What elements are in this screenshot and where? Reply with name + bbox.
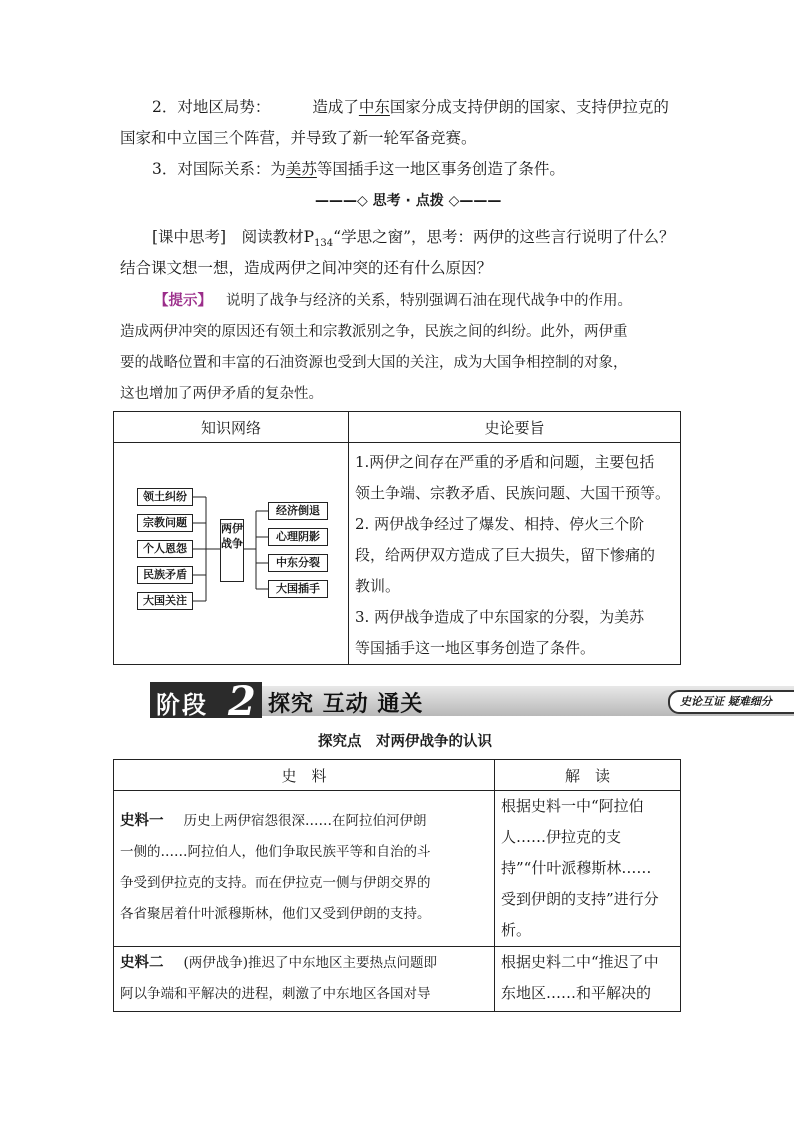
source-table [113,759,681,1012]
source-1-cell: 史料一 历史上两伊宿怨很深……在阿拉伯河伊朗 一侧的……阿拉伯人，他们争取民族平等和自治的斗 争受到伊拉克的支持。而在伊拉克一侧与伊朗交界的 各省聚居着什叶派穆斯林，他们又受到伊朗的支持。 [114,791,495,947]
stage-pill: 史论互证 疑难细分 [668,690,794,714]
cause-box: 个人恩怨 [137,540,193,558]
header-knowledge-network: 知识网络 [114,412,349,443]
effect-box: 中东分裂 [268,554,328,572]
stage-number: 2 [228,678,256,725]
stage-title: 探究 互动 通关 [268,692,424,717]
stage-banner [150,678,794,725]
underline-mideast: 中东 [358,98,390,116]
hint-label: 【提示】 [154,292,212,309]
effect-box: 经济倒退 [268,502,328,520]
source-1-label: 史料一 [120,812,164,829]
cause-box: 领土纠纷 [137,488,193,506]
header-source: 史 料 [114,760,495,791]
item-3-label: 3．对国际关系： [152,160,271,178]
source-2-cell: 史料二 (两伊战争)推迟了中东地区主要热点问题即 阿以争端和平解决的进程，刺激了中东地区各国对导 [114,947,495,1012]
thesis-cell: 1.两伊之间存在严重的矛盾和问题，主要包括 领土争端、宗教矛盾、民族问题、大国干预等。 2. 两伊战争经过了爆发、相持、停火三个阶 段，给两伊双方造成了巨大损失，留下惨痛的 教训。 3. 两伊战争造成了中东国家的分裂，为美苏 等国插手这一地区事务创造了条件。 [349,443,681,665]
hint-block: 【提示】 说明了战争与经济的关系，特别强调石油在现代战争中的作用。 造成两伊冲突的原因还有领土和宗教派别之争，民族之间的纠纷。此外，两伊重 要的战略位置和丰富的石油资源也受到大国的关注，成为大国争相控制的对象， 这也增加了两伊矛盾的复杂性。 [120,292,632,402]
item-2-line-1: 2．对地区局势： 造成了中东国家分成支持伊朗的国家、支持伊拉克的 [152,98,669,116]
effect-box: 大国插手 [268,580,328,598]
mind-map-cell [114,443,349,665]
think-header: ———◇ 思考 · 点拨 ◇——— [315,193,502,209]
source-2-label: 史料二 [120,954,164,971]
question-line-2: 结合课文想一想，造成两伊之间冲突的还有什么原因？ [120,259,493,277]
cause-box: 民族矛盾 [137,566,193,584]
interp-2-cell: 根据史料二中“推迟了中 东地区……和平解决的 [495,947,681,1012]
item-2-label: 2．对地区局势： [152,98,271,116]
header-interpretation: 解 读 [495,760,681,791]
stage-word: 阶段 [156,691,208,719]
effect-box: 心理阴影 [268,528,328,546]
item-2-line-2: 国家和中立国三个阵营，并导致了新一轮军备竞赛。 [120,129,477,147]
question-line-1: [课中思考] 阅读教材$P_{134}“$学思之窗”，思考：两伊的这些言行说明了什么？ [152,228,675,250]
knowledge-table [113,411,681,665]
center-box-iran-iraq-war: 两伊战争 [220,519,244,582]
explore-title: 探究点 对两伊战争的认识 [318,733,492,750]
cause-box: 大国关注 [137,592,193,610]
underline-us-ussr: 美苏 [285,160,317,178]
item-3: 3．对国际关系：为美苏等国插手这一地区事务创造了条件。 [152,160,565,178]
header-thesis: 史论要旨 [349,412,681,443]
interp-1-cell: 根据史料一中“阿拉伯 人……伊拉克的支 持”“什叶派穆斯林…… 受到伊朗的支持”进行分 析。 [495,791,681,947]
question-tag: [课中思考] [152,228,227,246]
cause-box: 宗教问题 [137,514,193,532]
